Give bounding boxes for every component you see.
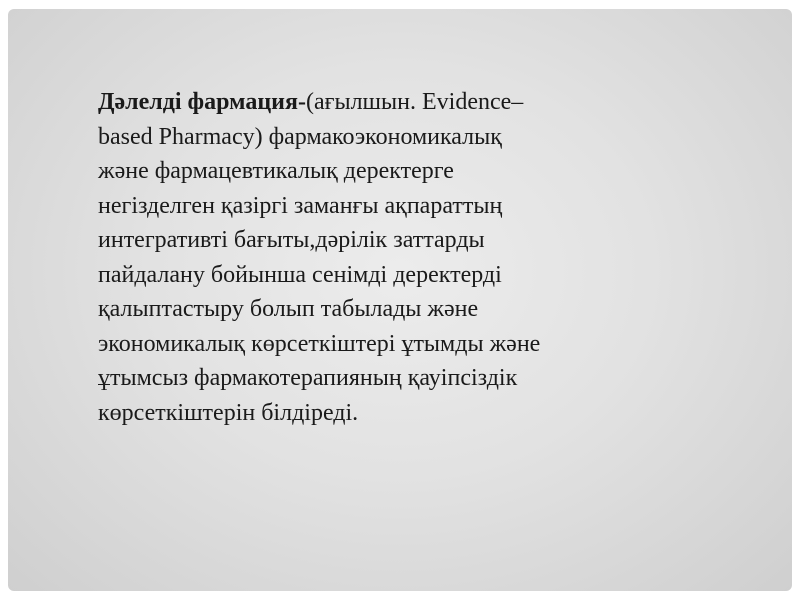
text-line-4: негізделген қазіргі заманғы ақпараттың: [98, 192, 503, 219]
text-line-1: [98, 85, 698, 120]
text-line-2: based Pharmacy) фармакоэкономикалық: [98, 123, 502, 150]
definition-paragraph: [98, 85, 698, 430]
text-line-3: және фармацевтикалық деректерге: [98, 158, 454, 184]
slide-background: [8, 9, 792, 591]
text-line-7: қалыптастыру болып табылады және: [98, 296, 479, 322]
text-line-1-rest: (ағылшын. Evidence–: [305, 89, 524, 115]
text-line-10: көрсеткіштерін білдіреді.: [98, 399, 359, 426]
text-line-6: пайдалану бойынша сенімді деректерді: [98, 261, 502, 288]
defined-term: Дәлелді фармация-: [98, 89, 306, 115]
text-line-5: интегративті бағыты,дәрілік заттарды: [98, 227, 485, 253]
text-line-8: экономикалық көрсеткіштері ұтымды және: [98, 330, 541, 357]
text-line-9: ұтымсыз фармакотерапияның қауіпсіздік: [98, 365, 518, 391]
